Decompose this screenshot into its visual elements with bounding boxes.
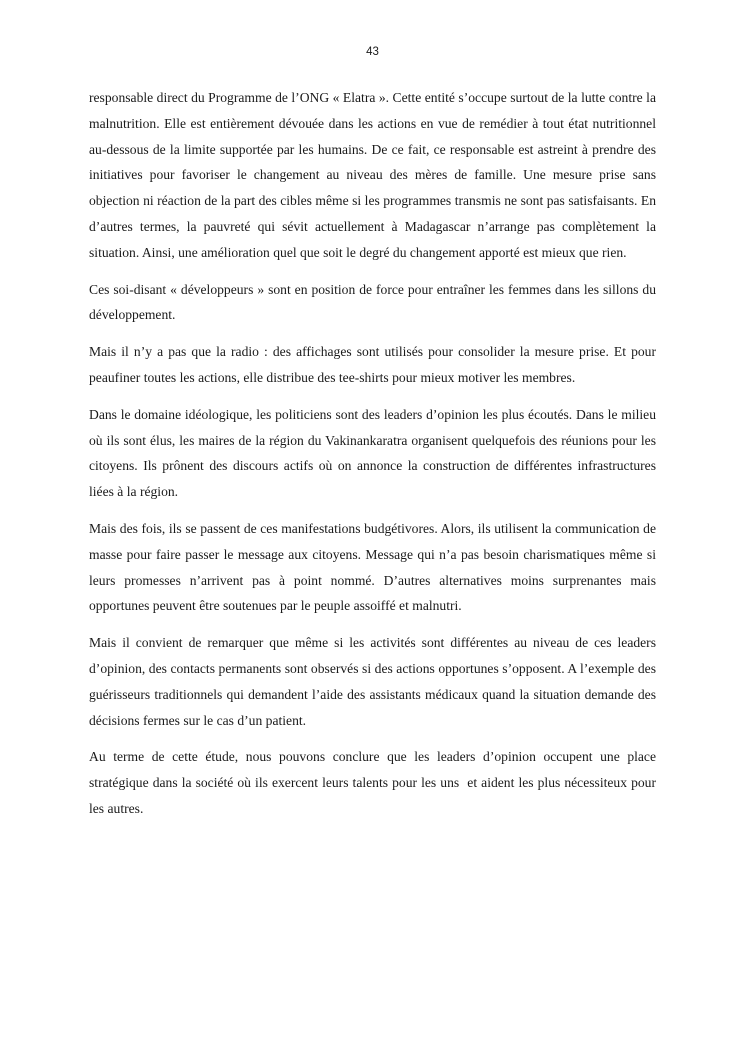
paragraph-5: Mais des fois, ils se passent de ces manifestations budgétivores. Alors, ils utilisent la communication de masse pour faire passer le message aux citoyens. Message qui n’a pas besoin charismatiques même si leurs promesses n’arrivent pas à point nommé. D’autres alternatives moins surprenantes mais opportunes peuvent être soutenues par le peuple assoiffé et malnutri. [89, 520, 660, 614]
body-text [89, 85, 660, 833]
paragraph-4: Dans le domaine idéologique, les politiciens sont des leaders d’opinion les plus écoutés. Dans le milieu où ils sont élus, les maires de la région du Vakinankaratra organisent quelquefois des réunions pour les citoyens. Ils prônent des discours actifs où on annonce la construction de différentes infrastructures liées à la région. [89, 406, 660, 500]
paragraph-3: Mais il n’y a pas que la radio : des affichages sont utilisés pour consolider la mesure prise. Et pour peaufiner toutes les actions, elle distribue des tee-shirts pour mieux motiver les membres. [89, 344, 660, 385]
paragraph-7: Au terme de cette étude, nous pouvons conclure que les leaders d’opinion occupent une place stratégique dans la société où ils exercent leurs talents pour les uns et aident les plus nécessiteux pour les autres. [89, 749, 660, 816]
page-number: 43 [366, 46, 379, 58]
paragraph-1: responsable direct du Programme de l’ONG « Elatra ». Cette entité s’occupe surtout de la lutte contre la malnutrition. Elle est entièrement dévouée dans les actions en vue de remédier à tout état nutritionnel au-dessous de la limite supportée par les humains. De ce fait, ce responsable est astreint à prendre des initiatives pour favoriser le changement au niveau des mères de famille. Une mesure prise sans objection ni réaction de la part des cibles même si les programmes transmis ne sont pas satisfaisants. En d’autres termes, la pauvreté qui sévit actuellement à Madagascar n’arrange pas complètement la situation. Ainsi, une amélioration quel que soit le degré du changement apporté est mieux que rien. [89, 90, 660, 260]
paragraph-2: Ces soi-disant « développeurs » sont en position de force pour entraîner les femmes dans les sillons du développement. [89, 281, 660, 323]
paragraph-6: Mais il convient de remarquer que même si les activités sont différentes au niveau de ces leaders d’opinion, des contacts permanents sont observés si des actions opportunes s’opposent. A l’exemple des guérisseurs traditionnels qui demandent l’aide des assistants médicaux quand la situation demande des décisions fermes sur le cas d’un patient. [89, 635, 660, 728]
